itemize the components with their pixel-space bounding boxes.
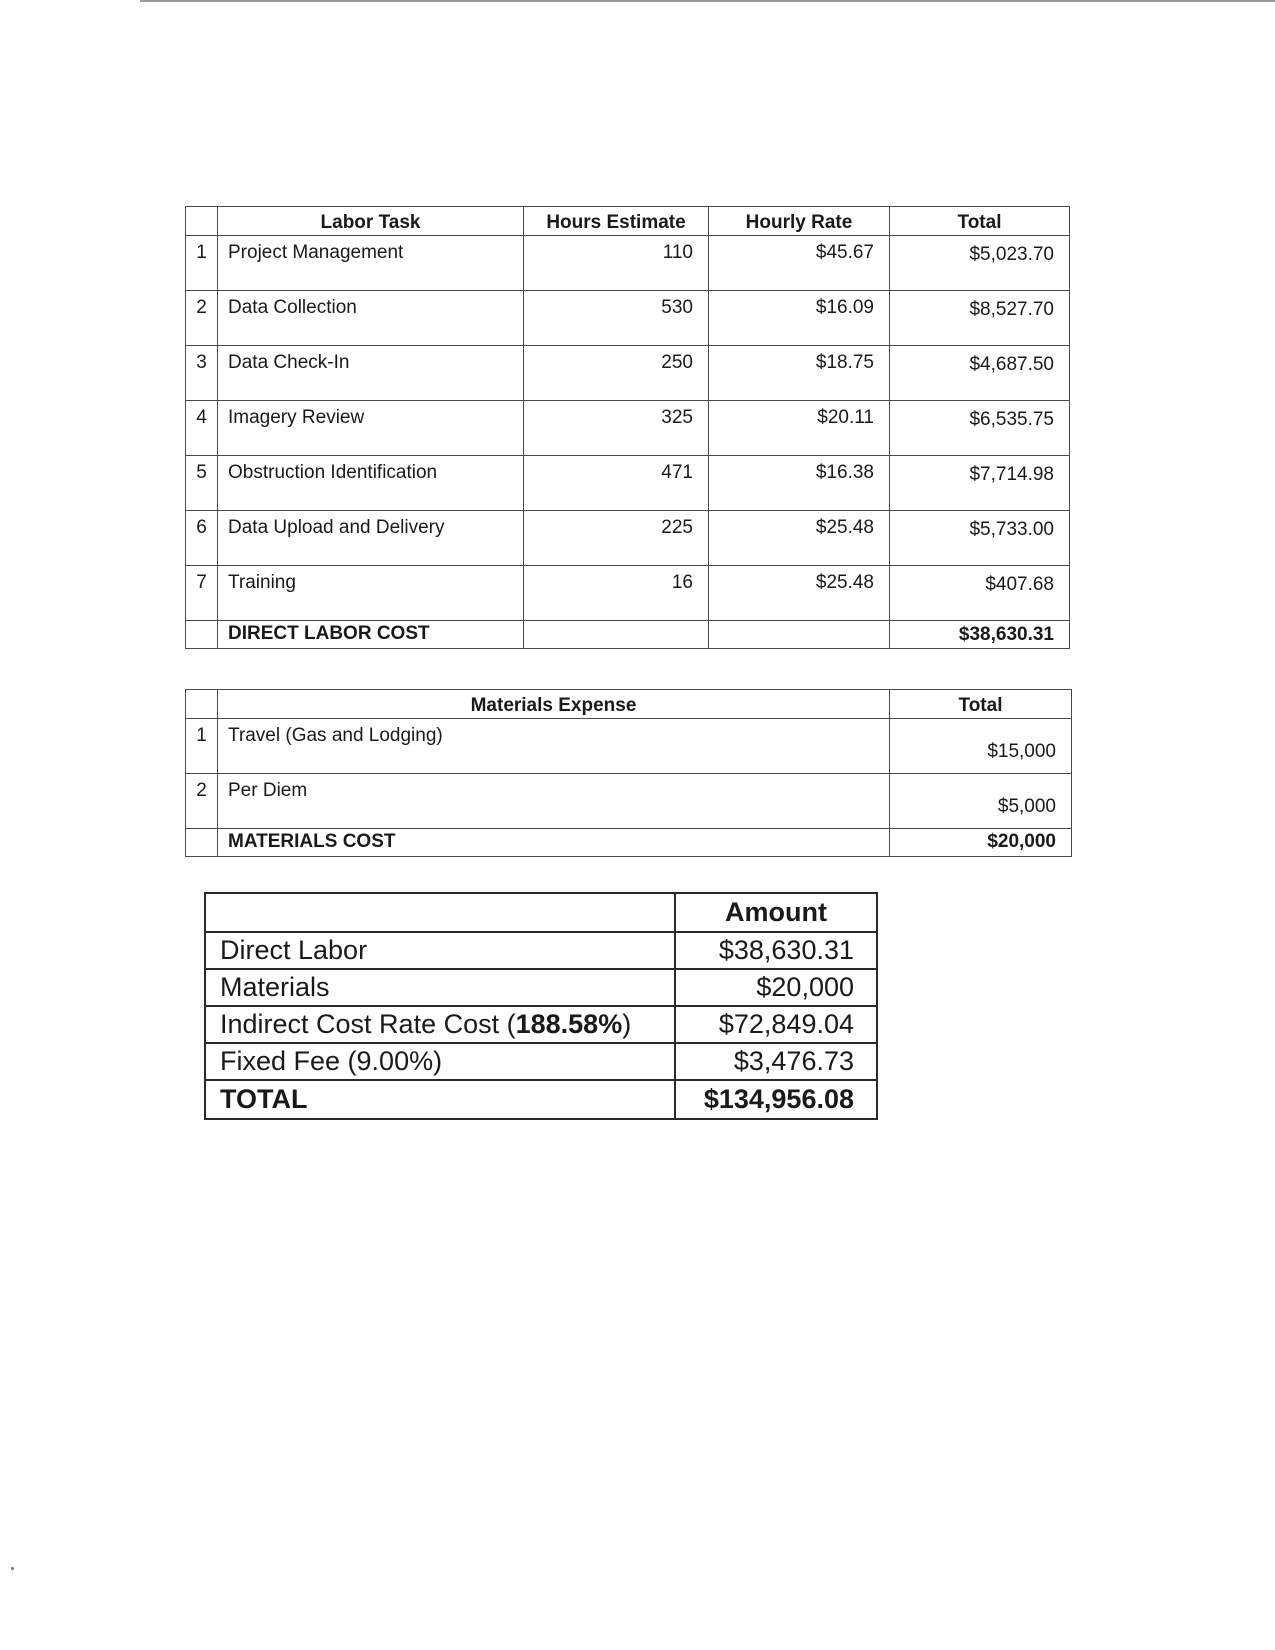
hours-estimate: 110 [524, 236, 709, 291]
scan-speck [11, 1567, 14, 1570]
table-row [205, 969, 877, 1006]
summary-amount: $38,630.31 [675, 932, 877, 969]
summary-label: Materials [205, 969, 675, 1006]
labor-task: Data Check-In [218, 346, 524, 401]
row-number: 4 [186, 401, 218, 456]
row-total: $5,733.00 [890, 511, 1070, 566]
hours-estimate: 530 [524, 291, 709, 346]
row-number: 6 [186, 511, 218, 566]
summary-header-label [205, 893, 675, 932]
indirect-rate: 188.58% [515, 1009, 623, 1039]
table-row [205, 1043, 877, 1080]
row-number: 5 [186, 456, 218, 511]
labor-task: Training [218, 566, 524, 621]
hourly-rate: $20.11 [709, 401, 890, 456]
labor-header-num [186, 207, 218, 236]
summary-label: Direct Labor [205, 932, 675, 969]
labor-header-row [186, 207, 1070, 236]
empty-cell [524, 621, 709, 649]
empty-cell [186, 621, 218, 649]
row-total: $8,527.70 [890, 291, 1070, 346]
materials-header-row [186, 690, 1072, 719]
summary-amount: $3,476.73 [675, 1043, 877, 1080]
row-number: 3 [186, 346, 218, 401]
labor-task: Imagery Review [218, 401, 524, 456]
labor-header-task: Labor Task [218, 207, 524, 236]
direct-labor-cost-row [186, 621, 1070, 649]
materials-header-item: Materials Expense [218, 690, 890, 719]
materials-expense: Per Diem [218, 774, 890, 829]
materials-cost-row [186, 829, 1072, 857]
table-row [186, 346, 1070, 401]
labor-header-hours: Hours Estimate [524, 207, 709, 236]
indirect-label-prefix: Indirect Cost Rate Cost ( [220, 1009, 516, 1039]
labor-table [185, 206, 1070, 649]
hourly-rate: $16.38 [709, 456, 890, 511]
hours-estimate: 471 [524, 456, 709, 511]
materials-header-total: Total [890, 690, 1072, 719]
grand-total-label: TOTAL [205, 1080, 675, 1119]
hours-estimate: 16 [524, 566, 709, 621]
direct-labor-cost-label: DIRECT LABOR COST [218, 621, 524, 649]
row-total: $5,000 [890, 774, 1072, 829]
row-number: 1 [186, 236, 218, 291]
summary-table [204, 892, 878, 1120]
materials-header-num [186, 690, 218, 719]
table-row [186, 236, 1070, 291]
table-row [186, 456, 1070, 511]
row-total: $6,535.75 [890, 401, 1070, 456]
direct-labor-cost-total: $38,630.31 [890, 621, 1070, 649]
row-number: 1 [186, 719, 218, 774]
summary-amount: $20,000 [675, 969, 877, 1006]
table-row [186, 719, 1072, 774]
row-total: $15,000 [890, 719, 1072, 774]
materials-table [185, 689, 1072, 857]
labor-task: Project Management [218, 236, 524, 291]
materials-expense: Travel (Gas and Lodging) [218, 719, 890, 774]
table-row [205, 932, 877, 969]
hourly-rate: $45.67 [709, 236, 890, 291]
labor-task: Data Upload and Delivery [218, 511, 524, 566]
table-row [186, 511, 1070, 566]
table-row [186, 566, 1070, 621]
table-row [186, 774, 1072, 829]
hours-estimate: 250 [524, 346, 709, 401]
row-total: $4,687.50 [890, 346, 1070, 401]
empty-cell [709, 621, 890, 649]
hourly-rate: $25.48 [709, 511, 890, 566]
materials-cost-label: MATERIALS COST [218, 829, 890, 857]
labor-header-total: Total [890, 207, 1070, 236]
summary-header-row [205, 893, 877, 932]
table-row [186, 291, 1070, 346]
row-total: $7,714.98 [890, 456, 1070, 511]
scan-edge [140, 0, 1275, 2]
row-number: 7 [186, 566, 218, 621]
row-number: 2 [186, 774, 218, 829]
materials-cost-total: $20,000 [890, 829, 1072, 857]
summary-label [205, 1006, 675, 1043]
table-row [186, 401, 1070, 456]
labor-task: Data Collection [218, 291, 524, 346]
grand-total-amount: $134,956.08 [675, 1080, 877, 1119]
grand-total-row [205, 1080, 877, 1119]
hourly-rate: $16.09 [709, 291, 890, 346]
row-total: $407.68 [890, 566, 1070, 621]
indirect-label-suffix: ) [622, 1009, 632, 1039]
table-row [205, 1006, 877, 1043]
hours-estimate: 225 [524, 511, 709, 566]
labor-header-rate: Hourly Rate [709, 207, 890, 236]
summary-amount: $72,849.04 [675, 1006, 877, 1043]
hours-estimate: 325 [524, 401, 709, 456]
hourly-rate: $25.48 [709, 566, 890, 621]
row-total: $5,023.70 [890, 236, 1070, 291]
summary-label: Fixed Fee (9.00%) [205, 1043, 675, 1080]
row-number: 2 [186, 291, 218, 346]
hourly-rate: $18.75 [709, 346, 890, 401]
labor-task: Obstruction Identification [218, 456, 524, 511]
empty-cell [186, 829, 218, 857]
summary-header-amount: Amount [675, 893, 877, 932]
